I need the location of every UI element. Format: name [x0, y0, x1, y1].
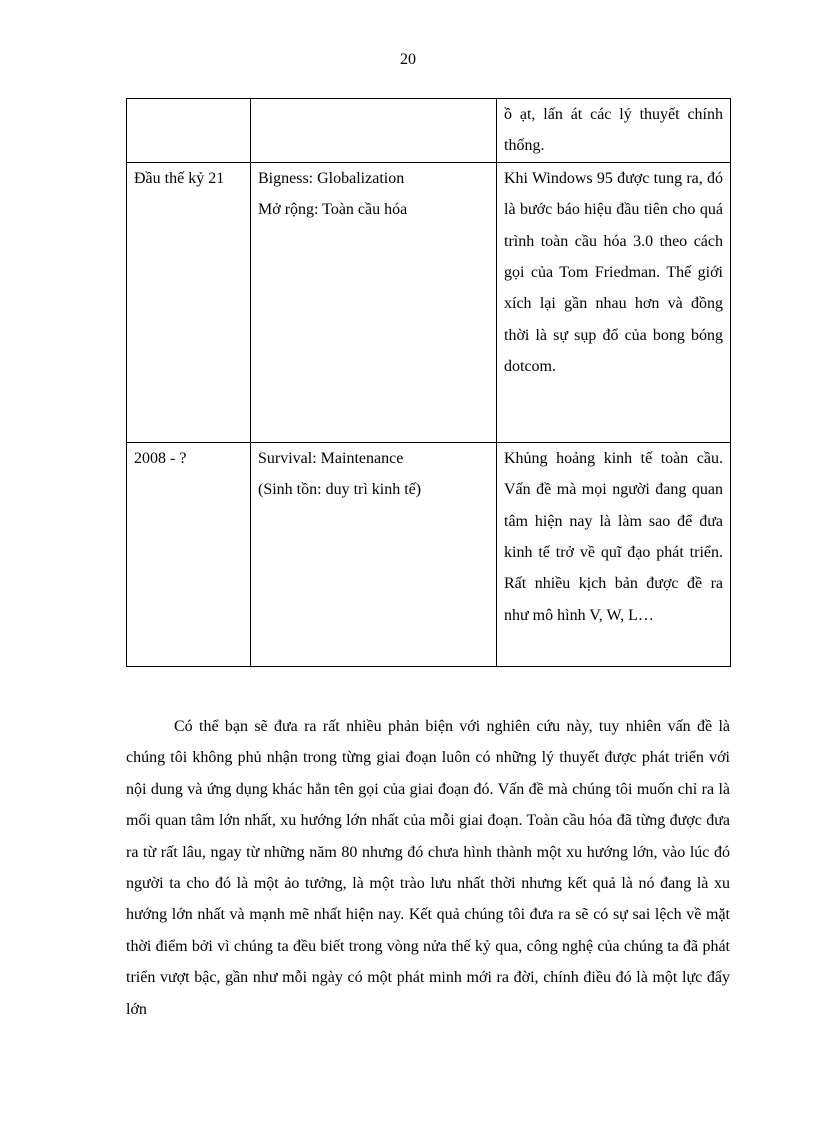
trend-name: Bigness: Globalization [258, 169, 405, 187]
body-paragraph: Có thể bạn sẽ đưa ra rất nhiều phản biện với nghiên cứu này, tuy nhiên vấn đề là chúng tôi không phủ nhận trong từng giai đoạn luôn có những lý thuyết được phát triển với nội dung và ứng dụng khác hẳn tên gọi của giai đoạn đó. Vấn đề mà chúng tôi muốn chỉ ra là mối quan tâm lớn nhất, xu hướng lớn nhất của mỗi giai đoạn. Toàn cầu hóa đã từng được đưa ra từ rất lâu, ngay từ những năm 80 nhưng đó chưa hình thành một xu hướng lớn, vào lúc đó người ta cho đó là một ảo tưởng, là một trào lưu nhất thời nhưng kết quả là nó đang là xu hướng lớn nhất và mạnh mẽ nhất hiện nay. Kết quả chúng tôi đưa ra sẽ có sự sai lệch về mặt thời điểm bởi vì chúng ta đều biết trong vòng nửa thế kỷ qua, công nghệ của chúng ta đã phát triển vượt bậc, gần như mỗi ngày có một phát minh mới ra đời, chính điều đó là một lực đẩy lớn [126, 718, 730, 1018]
description-cell: ồ ạt, lấn át các lý thuyết chính thống. [497, 99, 731, 163]
trend-name: Survival: Maintenance [258, 449, 404, 467]
period-cell [127, 99, 251, 163]
trend-cell [251, 99, 497, 163]
trend-translation: Mở rộng: Toàn cầu hóa [258, 201, 408, 219]
description-cell: Khủng hoảng kinh tế toàn cầu. Vấn đề mà mọi người đang quan tâm hiện nay là làm sao để đưa kinh tế trở về quĩ đạo phát triển. Rất nhiều kịch bản được đề ra như mô hình V, W, L… [497, 442, 731, 666]
period-cell: Đầu thế kỷ 21 [127, 162, 251, 442]
description-cell: Khi Windows 95 được tung ra, đó là bước báo hiệu đầu tiên cho quá trình toàn cầu hóa 3.0 theo cách gọi của Tom Friedman. Thế giới xích lại gần nhau hơn và đồng thời là sự sụp đổ của bong bóng dotcom. [497, 162, 731, 442]
table-row [127, 162, 731, 442]
page-number: 20 [400, 51, 416, 68]
trend-translation: (Sinh tồn: duy trì kinh tế) [258, 481, 422, 499]
period-cell: 2008 - ? [127, 442, 251, 666]
table-row [127, 99, 731, 163]
trend-period-table [126, 98, 731, 667]
trend-cell [251, 442, 497, 666]
trend-cell [251, 162, 497, 442]
table-row [127, 442, 731, 666]
